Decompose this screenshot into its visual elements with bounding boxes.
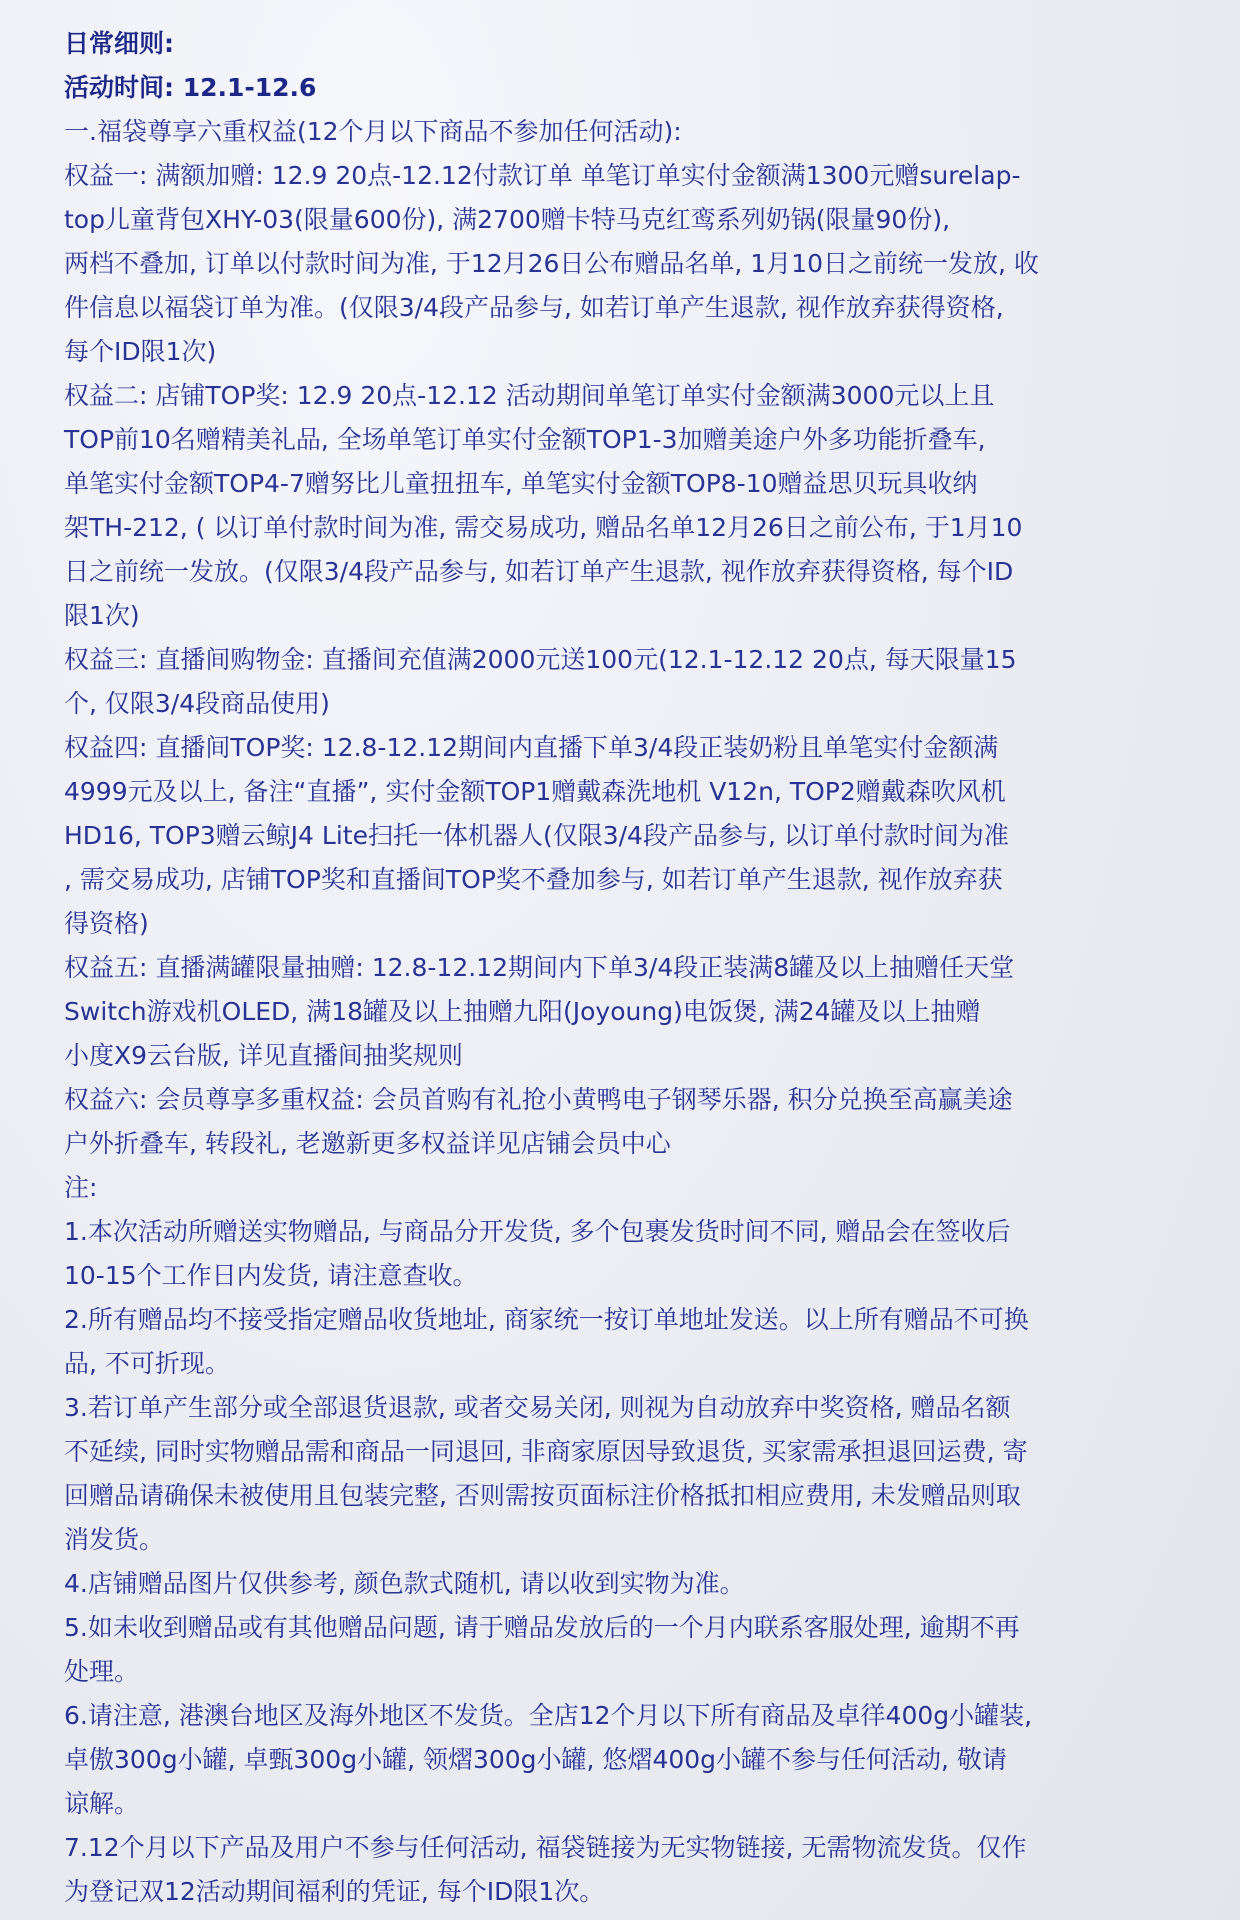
rule-line: 权益二: 店铺TOP奖: 12.9 20点-12.12 活动期间单笔订单实付金额满3000元以上且 xyxy=(64,381,995,410)
rule-line: 权益三: 直播间购物金: 直播间充值满2000元送100元(12.1-12.12 20点, 每天限量15 xyxy=(64,645,1017,674)
rule-line: 不延续, 同时实物赠品需和商品一同退回, 非商家原因导致退货, 买家需承担退回运费, 寄 xyxy=(64,1437,1028,1466)
rules-body xyxy=(64,110,1184,1914)
rule-line: 两档不叠加, 订单以付款时间为准, 于12月26日公布赠品名单, 1月10日之前统一发放, 收 xyxy=(64,249,1039,278)
rule-line: Switch游戏机OLED, 满18罐及以上抽赠九阳(Joyoung)电饭煲, 满24罐及以上抽赠 xyxy=(64,997,981,1026)
rule-line: 回赠品请确保未被使用且包装完整, 否则需按页面标注价格抵扣相应费用, 未发赠品则取 xyxy=(64,1481,1021,1510)
rule-line: 限1次) xyxy=(64,601,140,630)
rule-line: TOP前10名赠精美礼品, 全场单笔订单实付金额TOP1-3加赠美途户外多功能折叠车, xyxy=(64,425,986,454)
rule-line: 2.所有赠品均不接受指定赠品收货地址, 商家统一按订单地址发送。以上所有赠品不可换 xyxy=(64,1305,1029,1334)
rule-line: 为登记双12活动期间福利的凭证, 每个ID限1次。 xyxy=(64,1877,605,1906)
rule-line: 得资格) xyxy=(64,909,149,938)
rule-line: 4999元及以上, 备注“直播”, 实付金额TOP1赠戴森洗地机 V12n, TOP2赠戴森吹风机 xyxy=(64,777,1006,806)
rule-line: 注: xyxy=(64,1173,98,1202)
rule-line: HD16, TOP3赠云鲸J4 Lite扫托一体机器人(仅限3/4段产品参与, 以订单付款时间为准 xyxy=(64,821,1009,850)
rule-line: 件信息以福袋订单为准。(仅限3/4段产品参与, 如若订单产生退款, 视作放弃获得资格, xyxy=(64,293,1004,322)
rule-line: 权益六: 会员尊享多重权益: 会员首购有礼抢小黄鸭电子钢琴乐器, 积分兑换至高赢美途 xyxy=(64,1085,1013,1114)
rule-line: 品, 不可折现。 xyxy=(64,1349,230,1378)
rule-line: 单笔实付金额TOP4-7赠努比儿童扭扭车, 单笔实付金额TOP8-10赠益思贝玩具收纳 xyxy=(64,469,978,498)
rule-line: 处理。 xyxy=(64,1657,140,1686)
section-title: 日常细则: xyxy=(64,29,174,58)
rule-line: 一.福袋尊享六重权益(12个月以下商品不参加任何活动): xyxy=(64,117,682,146)
rule-line: 6.请注意, 港澳台地区及海外地区不发货。全店12个月以下所有商品及卓徉400g小罐装, xyxy=(64,1701,1033,1730)
rule-line: 3.若订单产生部分或全部退货退款, 或者交易关闭, 则视为自动放弃中奖资格, 赠品名额 xyxy=(64,1393,1011,1422)
rule-line: 权益一: 满额加赠: 12.9 20点-12.12付款订单 单笔订单实付金额满1300元赠surelap- xyxy=(64,161,1021,190)
rule-line: 个, 仅限3/4段商品使用) xyxy=(64,689,330,718)
rule-line: 10-15个工作日内发货, 请注意查收。 xyxy=(64,1261,478,1290)
rule-line: 权益五: 直播满罐限量抽赠: 12.8-12.12期间内下单3/4段正装满8罐及以上抽赠任天堂 xyxy=(64,953,1015,982)
rule-line: 4.店铺赠品图片仅供参考, 颜色款式随机, 请以收到实物为准。 xyxy=(64,1569,745,1598)
rule-line: 架TH-212, ( 以订单付款时间为准, 需交易成功, 赠品名单12月26日之前公布, 于1月10 xyxy=(64,513,1023,542)
rule-line: 卓傲300g小罐, 卓甄300g小罐, 领熠300g小罐, 悠熠400g小罐不参与任何活动, 敬请 xyxy=(64,1745,1007,1774)
rule-line: 7.12个月以下产品及用户不参与任何活动, 福袋链接为无实物链接, 无需物流发货。仅作 xyxy=(64,1833,1027,1862)
rule-line: 权益四: 直播间TOP奖: 12.8-12.12期间内直播下单3/4段正装奶粉且单笔实付金额满 xyxy=(64,733,999,762)
activity-time: 活动时间: 12.1-12.6 xyxy=(64,73,317,102)
rule-line: 消发货。 xyxy=(64,1525,165,1554)
rule-line: 小度X9云台版, 详见直播间抽奖规则 xyxy=(64,1041,463,1070)
rule-line: 每个ID限1次) xyxy=(64,337,217,366)
rule-line: 1.本次活动所赠送实物赠品, 与商品分开发货, 多个包裹发货时间不同, 赠品会在签收后 xyxy=(64,1217,1011,1246)
rule-line: , 需交易成功, 店铺TOP奖和直播间TOP奖不叠加参与, 如若订单产生退款, 视作放弃获 xyxy=(64,865,1003,894)
rule-line: 日之前统一发放。(仅限3/4段产品参与, 如若订单产生退款, 视作放弃获得资格, 每个ID xyxy=(64,557,1014,586)
rule-line: 户外折叠车, 转段礼, 老邀新更多权益详见店铺会员中心 xyxy=(64,1129,671,1158)
rule-line: 谅解。 xyxy=(64,1789,140,1818)
rule-line: top儿童背包XHY-03(限量600份), 满2700赠卡特马克红鸾系列奶锅(限量90份), xyxy=(64,205,951,234)
rule-line: 5.如未收到赠品或有其他赠品问题, 请于赠品发放后的一个月内联系客服处理, 逾期不再 xyxy=(64,1613,1020,1642)
